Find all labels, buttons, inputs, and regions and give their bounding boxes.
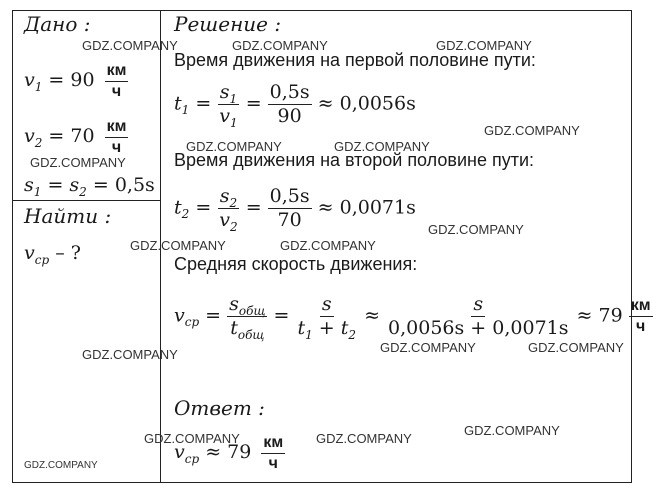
given-s: $s_1 = s_2 = 0,5s$: [24, 174, 155, 199]
t2-formula: $t_2$ = $\frac{s_2}{v_2}$ = $\frac{0,5s}{70}$ ≈ 0,0071s: [174, 185, 416, 234]
find-vavg: $v_{ср}$ – ?: [24, 242, 81, 267]
answer-header: Ответ :: [174, 396, 265, 420]
step1-text: Время движения на первой половине пути:: [174, 50, 536, 70]
watermark: GDZ.COMPANY: [484, 123, 580, 138]
vavg-formula: $v_{ср}$ = $\frac{s_{общ}}{t_{общ}}$ = $\frac{s}{t_1 + t_2}$ ≈ $\frac{s}{0,0056s + 0,0071s}$ ≈ 79 $\frac{км}{ч}$: [174, 293, 651, 342]
watermark: GDZ.COMPANY: [280, 238, 376, 253]
given-header: Дано :: [24, 12, 91, 36]
watermark: GDZ.COMPANY: [464, 423, 560, 438]
watermark: GDZ.COMPANY: [82, 38, 178, 53]
step3-text: Средняя скорость движения:: [174, 254, 418, 274]
watermark: GDZ.COMPANY: [428, 222, 524, 237]
watermark: GDZ.COMPANY: [30, 155, 126, 170]
watermark: GDZ.COMPANY: [316, 431, 412, 446]
watermark: GDZ.COMPANY: [528, 340, 624, 355]
watermark: GDZ.COMPANY: [82, 347, 178, 362]
watermark: GDZ.COMPANY: [24, 460, 98, 471]
answer-formula: $v_{ср} \approx 79$ $\frac{км}{ч}$: [174, 434, 284, 472]
watermark: GDZ.COMPANY: [144, 431, 240, 446]
watermark: GDZ.COMPANY: [380, 340, 476, 355]
given-v2: $v_2 = 70$ $\frac{км}{ч}$: [24, 118, 127, 156]
watermark: GDZ.COMPANY: [186, 139, 282, 154]
given-v1: $v_1 = 90$ $\frac{км}{ч}$: [24, 62, 127, 100]
watermark: GDZ.COMPANY: [436, 38, 532, 53]
t1-formula: $t_1$ = $\frac{s_1}{v_1}$ = $\frac{0,5s}{90}$ ≈ 0,0056s: [174, 81, 416, 130]
given-find-divider: [12, 200, 161, 201]
watermark: GDZ.COMPANY: [334, 139, 430, 154]
watermark: GDZ.COMPANY: [232, 38, 328, 53]
watermark: GDZ.COMPANY: [130, 238, 226, 253]
solution-header: Решение :: [174, 12, 282, 36]
find-header: Найти :: [24, 204, 112, 228]
step2-text: Время движения на второй половине пути:: [174, 150, 535, 170]
